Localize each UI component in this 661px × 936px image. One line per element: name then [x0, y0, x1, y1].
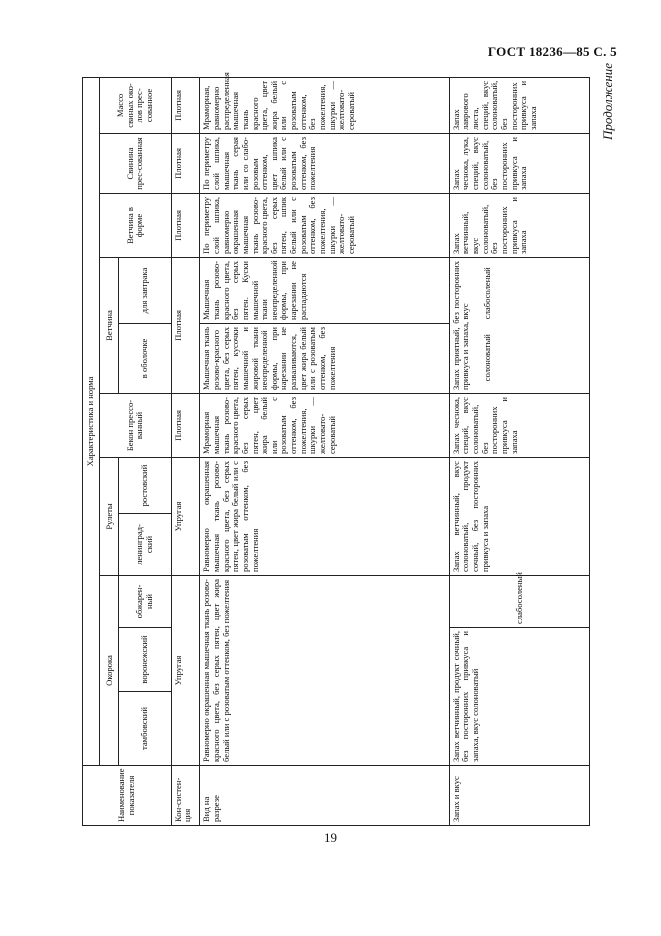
table-row: [171, 77, 200, 825]
cell: По периметру слой шпика, равномерно окрашенная мышечная ткань розово-красного цвета, без серых пятен, шпик белый или с розоватым оттенком, без пожелтения, шкурки — желтовато-сероватый: [200, 194, 449, 258]
header-svinina: Свинина прес-сованная: [100, 134, 171, 194]
cell: Запах ветчинный, вкус солоноватый, без посторонних привкуса и запаха: [449, 194, 589, 258]
header-rulet-leningrad: ленинград-ский: [119, 514, 171, 576]
table-row: [200, 77, 449, 825]
continuation-label: Продолжение: [600, 62, 615, 140]
cell: Плотная: [171, 194, 200, 258]
cell: Мраморная, равномерно распределенная мышечная ткань красного цвета, цвет жира белый или с розоватым оттенком, без пожелтения, шкурки — желтовато-сероватый: [200, 77, 449, 133]
cell: Упругая: [171, 576, 200, 766]
cell: слабосоленый: [449, 576, 589, 628]
cell: Запах ветчинный, вкус солоноватый, продукт сочный, без посторонних привкуса и запаха: [449, 458, 589, 576]
row-label-consistency: Кон-систен-ция: [171, 766, 200, 826]
cell: Плотная: [171, 77, 200, 133]
cell: Запах лаврового листа, специй, вкус солоноватый, без посторонних привкуса и запаха: [449, 77, 589, 133]
smell-vetchina-obolochka: солоноватый: [482, 334, 493, 382]
header-okorok-voronezh: воронежский: [119, 628, 171, 692]
cell: Плотная: [171, 258, 200, 394]
cell: Упругая: [171, 458, 200, 576]
header-vetchina-zavtrak: для завтрака: [119, 258, 171, 324]
cell: Запах чеснока, специй, вкус солоноватый, без посторонних привкуса и запаха: [449, 394, 589, 458]
cell: Мраморная мышечная ткань розово-красного цвета, без серых пятен, цвет жира белый или с розоватым оттенком, без пожелтения, шкурки — желтовато-сероватый: [200, 394, 449, 458]
header-group: Характеристика и норма: [83, 77, 100, 765]
cell: По периметру слой шпика, мышечная ткань серая или со слабо-розовым оттенком, цвет шпика белый или с розоватым оттенком, без пожелтения: [200, 134, 449, 194]
row-label-cut: Вид на разрезе: [200, 766, 449, 826]
header-rulet-rostov: ростовский: [119, 458, 171, 514]
cell: Запах чеснока, лука, специй, вкус солоноватый, без посторонних привкуса и запаха: [449, 134, 589, 194]
header-okorok-obzh: обжарен-ный: [119, 576, 171, 628]
header-okorok: Окорока: [100, 576, 119, 766]
table-sheet: [82, 72, 590, 826]
cell: Плотная: [171, 134, 200, 194]
page-number: 19: [324, 830, 337, 845]
page-header: ГОСТ 18236—85 С. 5: [487, 44, 617, 59]
header-bekon: Бекон прессо-ванный: [100, 394, 171, 458]
header-vetchina-obolochka: в оболочке: [119, 324, 171, 394]
table-row: [449, 77, 589, 825]
cell: Мышечная ткань розово-красного цвета, без серых пятен. Куски мышечной ткани неопределенной формы, при нарезании не распадаются: [200, 258, 449, 324]
smell-vetchina-common: Запах приятный, без посторонних привкуса и запаха, вкус: [450, 261, 471, 390]
header-vetchina-forma: Ветчина в форме: [100, 194, 171, 258]
header-vetchina: Ветчина: [100, 258, 119, 394]
cell: [449, 258, 589, 394]
cell: Плотная: [171, 394, 200, 458]
header-okorok-tambov: тамбовский: [119, 692, 171, 766]
header-param: Наименование показателя: [83, 766, 172, 826]
header-masso: Массо свиных око-лов прес-сованное: [100, 77, 171, 133]
cell: Равномерно окрашенная мышечная ткань розово-красного цвета, без серых пятен, цвет жира белый или с розоватым оттенком, без пожелтения: [200, 458, 449, 576]
characteristics-table: [82, 72, 590, 826]
header-rulety: Рулеты: [100, 458, 119, 576]
rotated-table-wrapper: [82, 72, 590, 826]
cell: Равномерно окрашенная мышечная ткань розово-красного цвета, без серых пятен, цвет жира белый или с розоватым оттенком, без пожелтения: [200, 576, 449, 766]
cell: Мышечная ткань розово-красного цвета, без серых пятен, кусочки мышечной и жировой ткани неопределенной формы, при нарезании не разваливаются, цвет жира белый или с розоватым оттенком, без пожелтения: [200, 324, 449, 394]
row-label-smell: Запах и вкус: [449, 766, 589, 826]
cell: Запах ветчинный, продукт сочный, без посторонних привкуса и запаха, вкус солоноватый: [449, 628, 589, 766]
smell-vetchina-zavtrak: слабосоленый: [482, 267, 493, 320]
